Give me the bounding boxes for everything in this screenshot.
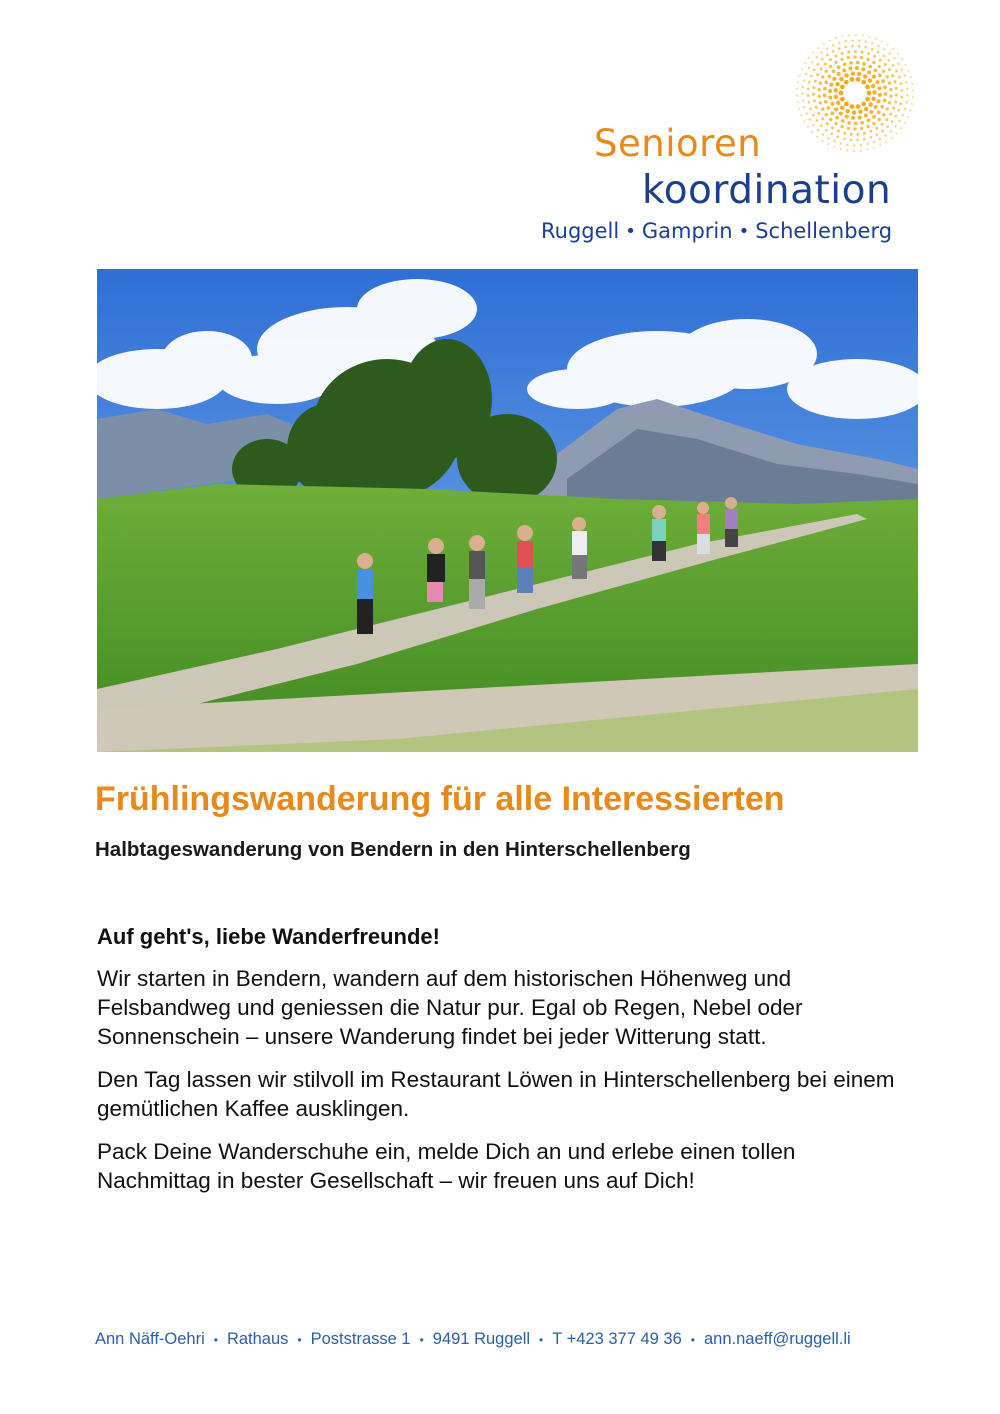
body-text: [97, 924, 897, 1209]
subheadline: Halbtageswanderung von Bendern in den Hinterschellenberg: [95, 838, 691, 861]
dot-separator-icon: •: [213, 1332, 218, 1347]
paragraph: Wir starten in Bendern, wandern auf dem historischen Höhenweg und Felsbandweg und geniessen die Natur pur. Egal ob Regen, Nebel oder Sonnenschein – unsere Wanderung findet bei jeder Witterung statt.: [97, 966, 803, 1049]
logo-town: Ruggell: [541, 219, 620, 243]
logo-towns: [541, 219, 892, 243]
dot-separator-icon: •: [297, 1332, 302, 1347]
sun-logo-icon: [792, 30, 918, 156]
logo-town: Schellenberg: [755, 219, 893, 243]
logo-town: Gamprin: [641, 219, 733, 243]
footer-contact: [95, 1330, 915, 1349]
greeting: Auf geht's, liebe Wanderfreunde!: [97, 924, 440, 949]
dot-separator-icon: •: [738, 220, 750, 242]
dot-separator-icon: •: [625, 220, 636, 242]
logo-koordination: koordination: [642, 168, 892, 213]
footer-city: 9491 Ruggell: [432, 1330, 531, 1348]
footer-street: Poststrasse 1: [310, 1330, 411, 1348]
hiking-photo-icon: [97, 269, 918, 752]
footer-email-link[interactable]: ann.naeff@ruggell.li: [703, 1330, 851, 1348]
dot-separator-icon: •: [690, 1332, 695, 1347]
logo-senioren: Senioren: [594, 122, 762, 165]
footer-name: Ann Näff-Oehri: [95, 1330, 205, 1348]
hiking-photo: [97, 269, 918, 752]
paragraph: Den Tag lassen wir stilvoll im Restaurant Löwen in Hinterschellenberg bei einem gemütlichen Kaffee ausklingen.: [97, 1067, 895, 1121]
headline: Frühlingswanderung für alle Interessierten: [95, 780, 785, 818]
footer-place: Rathaus: [226, 1330, 289, 1348]
dot-separator-icon: •: [539, 1332, 544, 1347]
footer-phone: T +423 377 49 36: [552, 1330, 682, 1348]
paragraph: Pack Deine Wanderschuhe ein, melde Dich an und erlebe einen tollen Nachmittag in bester Gesellschaft – wir freuen uns auf Dich!: [97, 1139, 796, 1193]
dot-separator-icon: •: [419, 1332, 424, 1347]
